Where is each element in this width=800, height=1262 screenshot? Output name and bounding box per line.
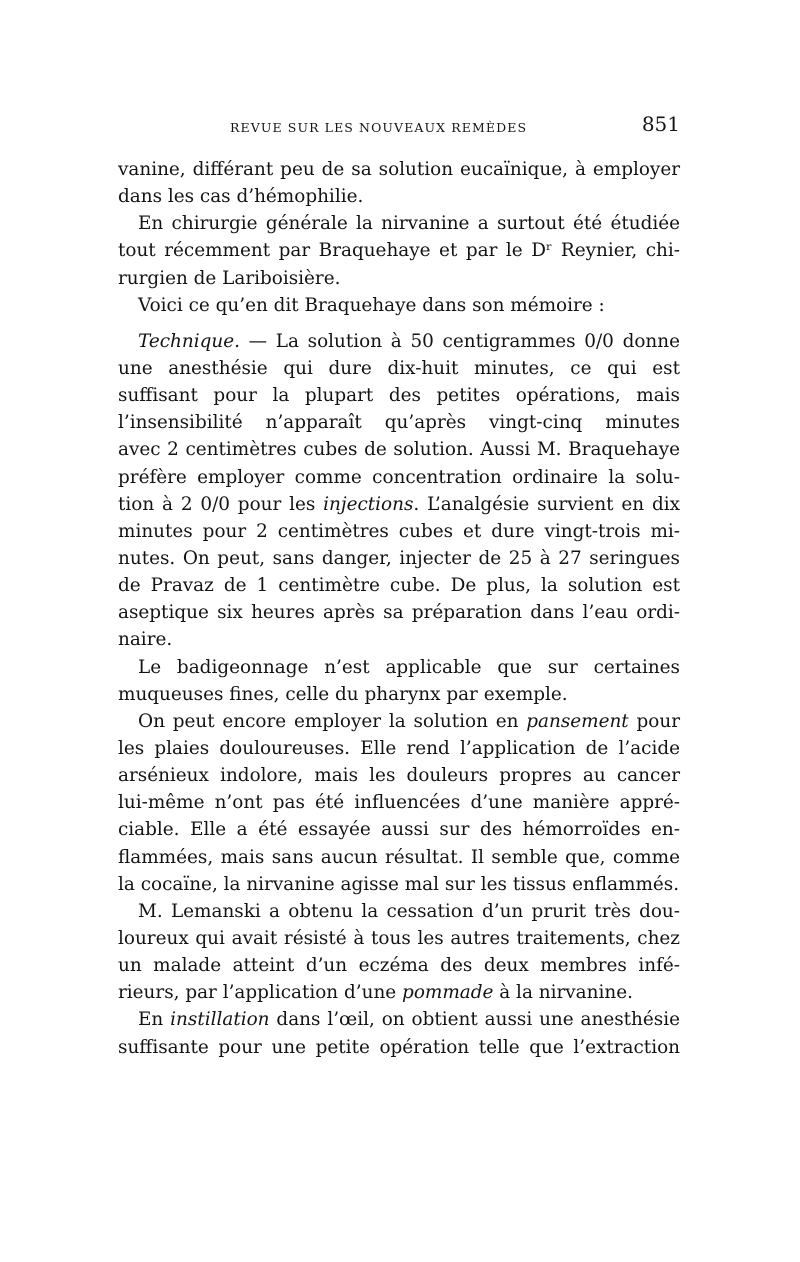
text-fragment: On peut encore employer la solution en xyxy=(138,710,519,732)
body-text xyxy=(118,156,680,1061)
text-line: tout récemment par Braquehaye et par le Dʳ Reynier, chi- xyxy=(118,240,680,262)
text-fragment: En xyxy=(138,1009,164,1031)
text-line: la cocaïne, la nirvanine agisse mal sur les tissus enflammés. xyxy=(118,873,680,895)
emphasis-injections: injections xyxy=(323,493,414,515)
text-fragment: rieurs, par l’application d’une xyxy=(118,982,397,1004)
running-title: REVUE SUR LES NOUVEAUX REMÈDES xyxy=(230,120,528,135)
text-fragment: dans l’œil, on obtient aussi une anesthésie xyxy=(276,1009,680,1031)
text-line: rurgien de Lariboisière. xyxy=(118,267,341,289)
emphasis-pommade: pommade xyxy=(402,982,494,1004)
text-line: Le badigeonnage n’est applicable que sur certaines xyxy=(138,656,680,678)
text-line: loureux qui avait résisté à tous les autres traitements, chez xyxy=(118,927,680,949)
text-line: minutes pour 2 centimètres cubes et dure vingt-trois mi- xyxy=(118,520,680,542)
text-line xyxy=(118,708,680,735)
text-line xyxy=(118,491,680,518)
text-line: En chirurgie générale la nirvanine a surtout été étudiée xyxy=(138,213,680,235)
text-line: les plaies douloureuses. Elle rend l’application de l’acide xyxy=(118,737,680,759)
text-line: vanine, différant peu de sa solution eucaïnique, à employer xyxy=(118,159,680,180)
text-fragment: pour xyxy=(636,710,680,732)
text-line: une anesthésie qui dure dix-huit minutes, ce qui est xyxy=(118,357,680,379)
text-fragment: — La solution à 50 centigrammes 0/0 donne xyxy=(248,330,680,352)
page-number: 851 xyxy=(641,112,680,136)
emphasis-pansement: pansement xyxy=(526,710,629,732)
text-line xyxy=(118,328,680,355)
text-line: suffisante pour une petite opération telle que l’extraction xyxy=(118,1036,680,1058)
text-line: arsénieux indolore, mais les douleurs propres au cancer xyxy=(118,765,680,787)
text-line: suffisant pour la plupart des petites opérations, mais xyxy=(118,385,680,407)
technique-label: Technique. xyxy=(138,330,240,352)
emphasis-instillation: instillation xyxy=(170,1009,270,1031)
text-line: naire. xyxy=(118,629,173,651)
text-line: Voici ce qu’en dit Braquehaye dans son mémoire : xyxy=(138,294,605,316)
text-line: l’insensibilité n’apparaît qu’après vingt-cinq minutes xyxy=(118,412,680,434)
text-line: ciable. Elle a été essayée aussi sur des hémorroïdes en- xyxy=(118,819,680,841)
text-fragment: à la nirvanine. xyxy=(499,982,633,1004)
text-fragment: . L’analgésie survient en dix xyxy=(413,493,680,515)
text-line: lui-même n’ont pas été influencées d’une manière appré- xyxy=(118,792,680,814)
text-line: de Pravaz de 1 centimètre cube. De plus, la solution est xyxy=(118,575,680,597)
text-line xyxy=(118,979,680,1006)
text-line: aseptique six heures après sa préparation dans l’eau ordi- xyxy=(118,602,680,624)
text-line: muqueuses fines, celle du pharynx par exemple. xyxy=(118,683,568,705)
text-line: nutes. On peut, sans danger, injecter de 25 à 27 seringues xyxy=(118,547,680,569)
text-fragment: tion à 2 0/0 pour les xyxy=(118,493,316,515)
text-line: préfère employer comme concentration ordinaire la solu- xyxy=(118,466,680,488)
text-line: M. Lemanski a obtenu la cessation d’un prurit très dou- xyxy=(138,900,680,922)
text-line: flammées, mais sans aucun résultat. Il semble que, comme xyxy=(118,846,680,868)
running-head xyxy=(118,112,680,142)
text-line: dans les cas d’hémophilie. xyxy=(118,186,364,208)
text-line: avec 2 centimètres cubes de solution. Aussi M. Braquehaye xyxy=(118,439,680,461)
text-line xyxy=(118,1006,680,1033)
text-line: un malade atteint d’un eczéma des deux membres infé- xyxy=(118,955,680,977)
